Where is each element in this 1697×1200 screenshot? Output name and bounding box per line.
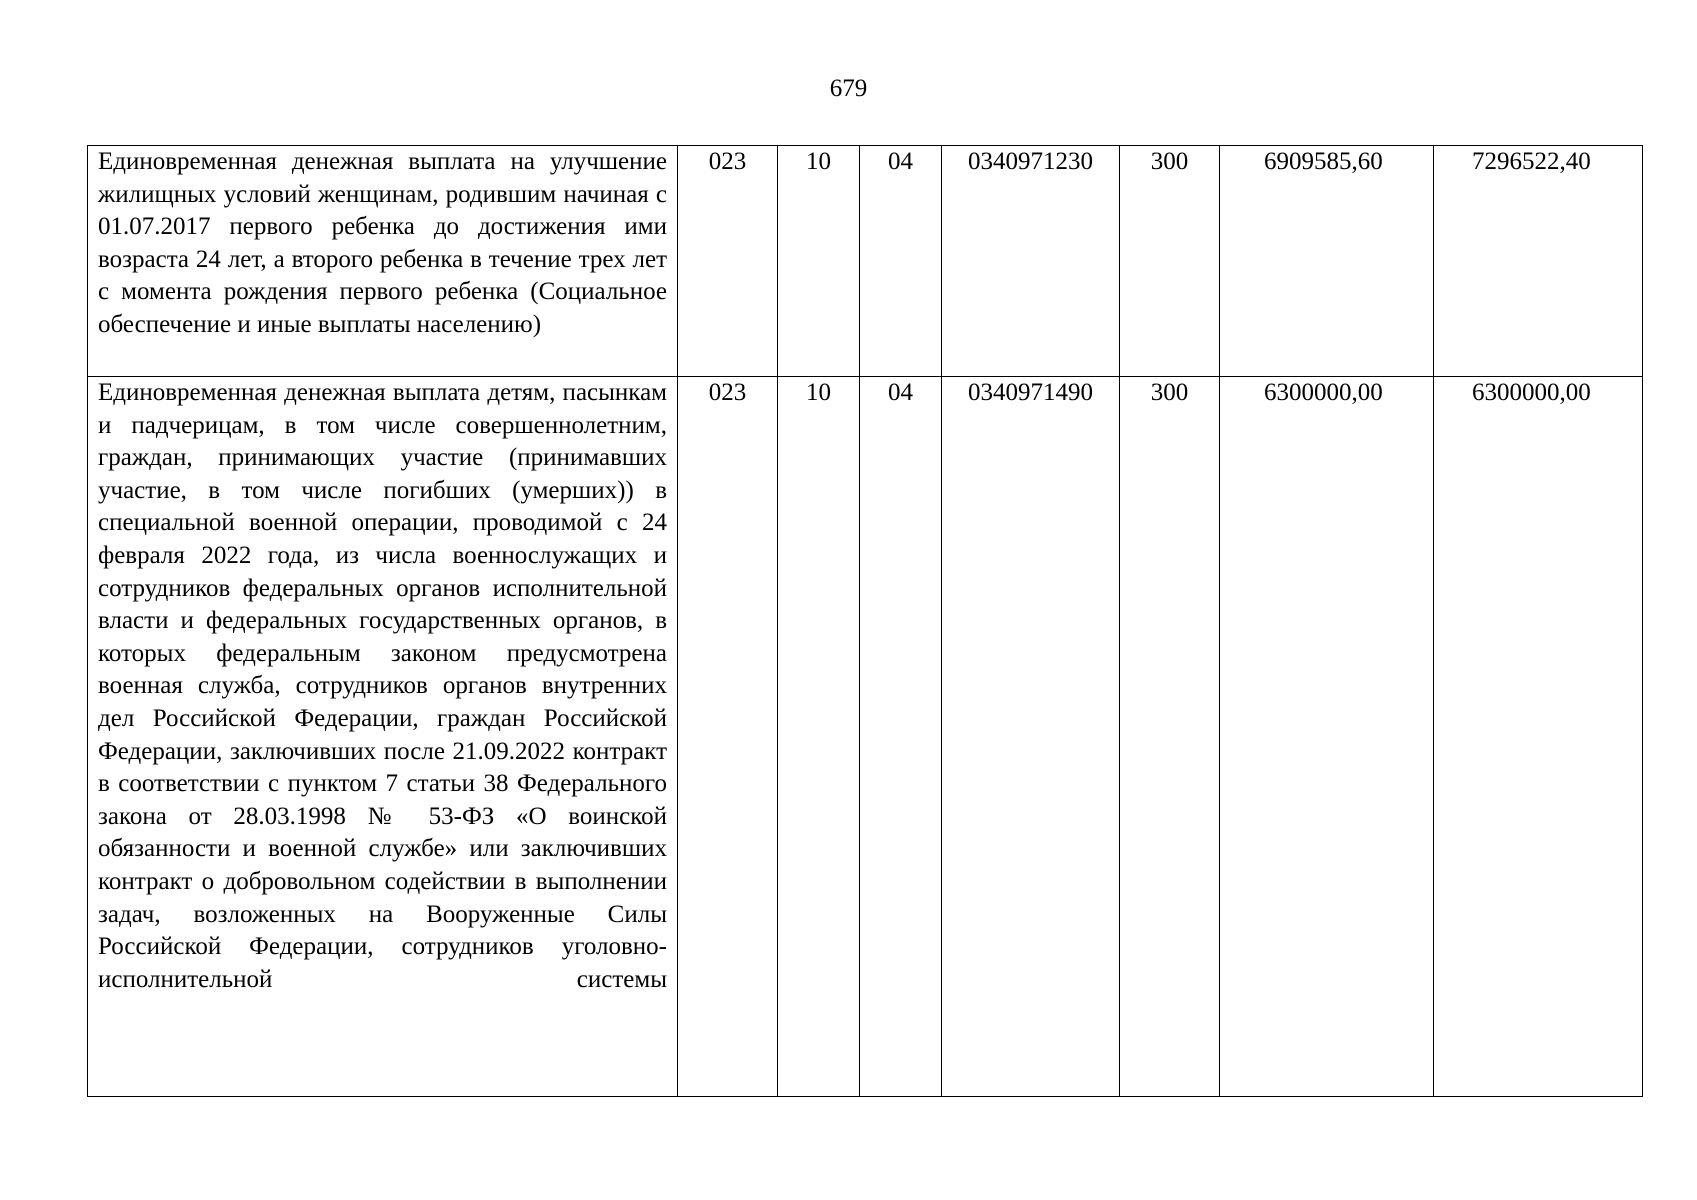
row-description-cell [88,377,678,1097]
amount-1: 6909585,60 [1264,148,1383,175]
ministry-code: 023 [708,379,747,406]
section-code: 10 [806,379,831,406]
section-code-cell [778,377,860,1097]
ministry-code-cell [678,377,778,1097]
section-code-cell [778,146,860,377]
amount-2: 7296522,40 [1472,148,1591,175]
table-row [88,146,1643,377]
target-article: 0340971490 [968,379,1093,406]
amount-1-cell [1220,377,1434,1097]
budget-table [87,145,1643,1097]
row-description: Единовременная денежная выплата детям, пасынкам и падчерицам, в том числе совершеннолетним, граждан, принимающих участие (принимавших участие, в том числе погибших (умерших)) в специальной военной операции, проводимой с 24 февраля 2022 года, из числа военнослужащих и сотрудников федеральных органов исполнительной власти и федеральных государственных органов, в которых федеральным законом предусмотрена военная служба, сотрудников органов внутренних дел Российской Федерации, граждан Российской Федерации, заключивших после 21.09.2022 контракт в соответствии с пунктом 7 статьи 38 Федерального закона от 28.03.1998 № 53-ФЗ «О воинской обязанности и военной службе» или заключивших контракт о добровольном содействии в выполнении задач, возложенных на Вооруженные Силы Российской Федерации, сотрудников уголовно-исполнительной системы [98,379,667,993]
target-article-cell [942,146,1120,377]
amount-2-cell [1434,146,1643,377]
expense-type-cell [1120,146,1220,377]
amount-2-cell [1434,377,1643,1097]
subsection-code-cell [860,146,942,377]
ministry-code: 023 [708,148,747,175]
subsection-code: 04 [888,148,913,175]
subsection-code-cell [860,377,942,1097]
row-description-cell [88,146,678,377]
row-description: Единовременная денежная выплата на улучшение жилищных условий женщинам, родившим начиная с 01.07.2017 первого ребенка до достижения ими возраста 24 лет, а второго ребенка в течение трех лет с момента рождения первого ребенка (Социальное обеспечение и иные выплаты населению) [98,148,667,338]
expense-type: 300 [1150,379,1189,406]
expense-type-cell [1120,377,1220,1097]
target-article-cell [942,377,1120,1097]
amount-1-cell [1220,146,1434,377]
ministry-code-cell [678,146,778,377]
expense-type: 300 [1150,148,1189,175]
amount-1: 6300000,00 [1264,379,1383,406]
target-article: 0340971230 [968,148,1093,175]
amount-2: 6300000,00 [1472,379,1591,406]
page-number: 679 [829,75,868,102]
subsection-code: 04 [888,379,913,406]
table-row [88,377,1643,1097]
section-code: 10 [806,148,831,175]
